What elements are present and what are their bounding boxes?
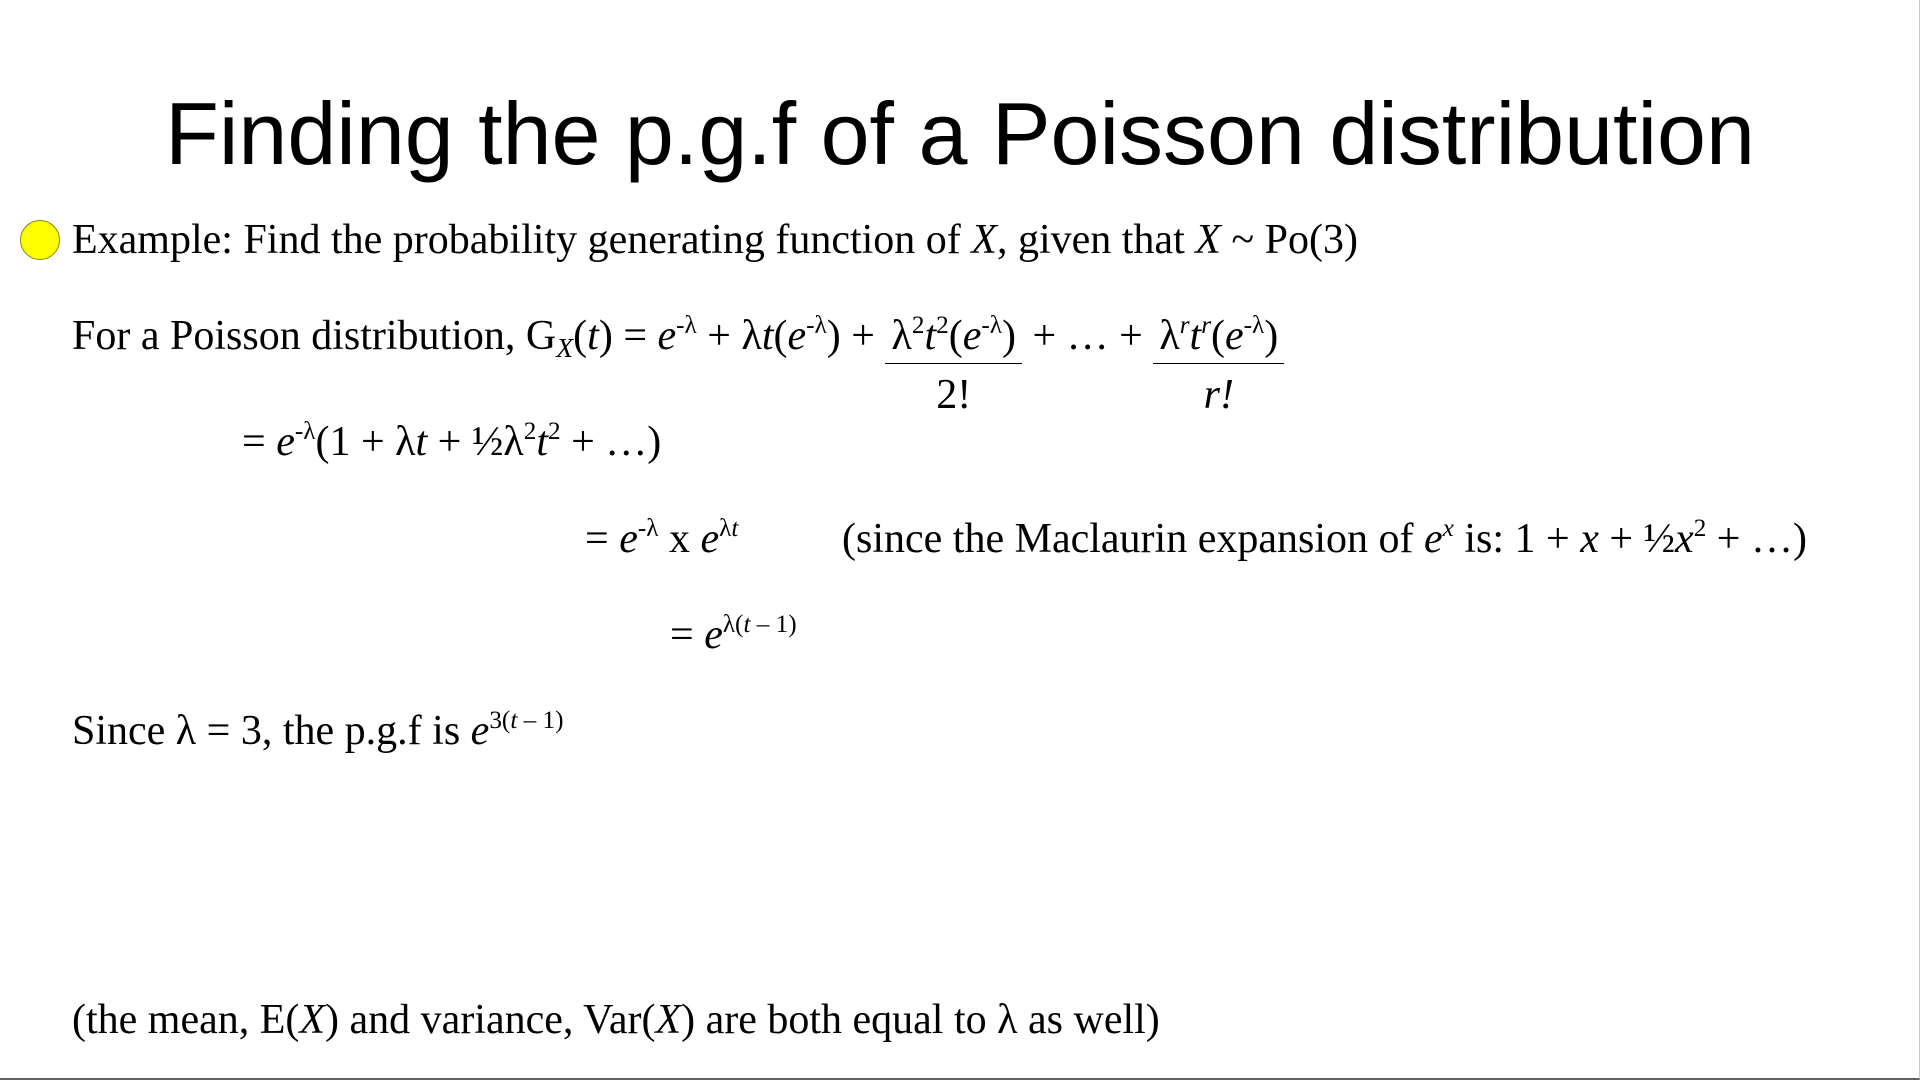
fraction-numerator: $\lambda^rt^r(e^{-\lambda})$ [1153,311,1284,364]
fraction-denominator: 2! [936,372,972,418]
fraction-general-term [1153,311,1284,420]
pgf-definition-line: For a Poisson distribution, $G_X(t) = e^{-\lambda} + \lambda t(e^{-\lambda})$ + $\frac{\lambda^2t^2(e^{-\lambda})}{2!}$ + … + $\frac{\lambda^rt^r(e^{-\lambda})}{r!}$ [72,311,1284,420]
slide-title: Finding the p.g.f of a Poisson distribution [165,84,1755,183]
pointer-highlight-dot [20,220,60,260]
fraction-second-term [885,311,1022,420]
step-1-line: = $e^{-\lambda}(1 + \lambda t$ + $\frac{1}{2}\lambda^2t^2$ + …) [242,418,662,465]
conclusion-line: Since λ = 3, the p.g.f is $e^{3(t - 1)}$ [72,707,564,754]
step-2-line: = $e^{-\lambda}$ x $e^{\lambda t}$ [585,515,739,562]
maclaurin-note: (since the Maclaurin expansion of $e^x$ is: $1 + x + \frac{1}{2}x^2$ + …) [842,515,1807,562]
example-line: Example: Find the probability generating function of X, given that X ~ Po(3) [72,217,1358,263]
step-3-line: = $e^{\lambda(t - 1)}$ [670,611,797,658]
fraction-denominator: r! [1203,372,1234,418]
fraction-numerator: $\lambda^2t^2(e^{-\lambda})$ [885,311,1022,364]
mean-variance-note: (the mean, E(X) and variance, Var(X) are both equal to λ as well) [72,997,1160,1043]
